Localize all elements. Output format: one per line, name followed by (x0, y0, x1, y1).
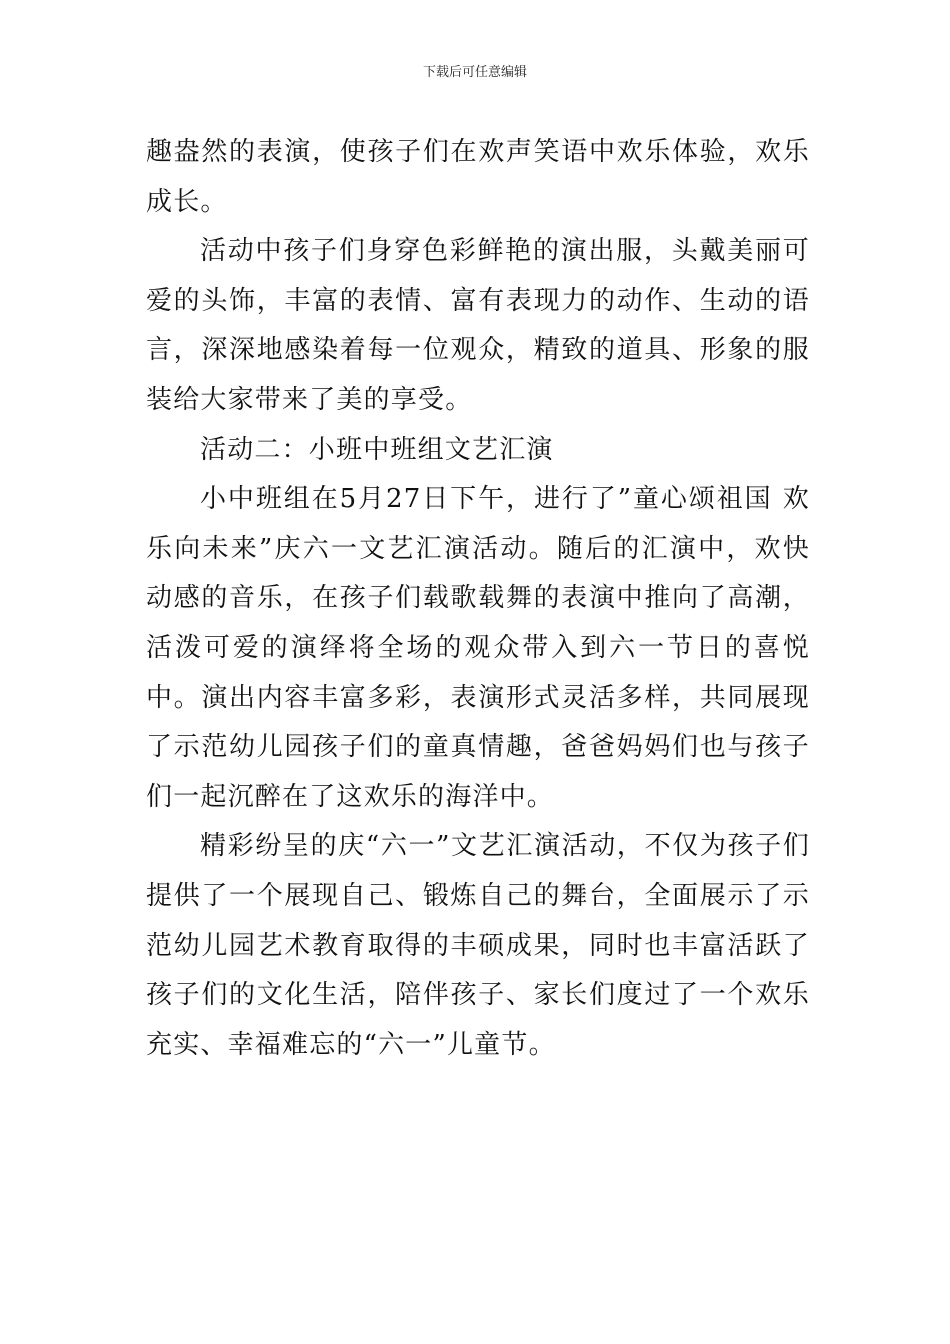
paragraph-1: 趣盎然的表演，使孩子们在欢声笑语中欢乐体验，欢乐成长。 (146, 137, 810, 217)
document-body (146, 128, 810, 1070)
paragraph-2: 活动中孩子们身穿色彩鲜艳的演出服，头戴美丽可爱的头饰，丰富的表情、富有表现力的动作、生动的语言，深深地感染着每一位观众，精致的道具、形象的服装给大家带来了美的享受。 (146, 236, 810, 415)
page-header: 下载后可任意编辑 (422, 65, 527, 80)
paragraph-4: 精彩纷呈的庆“六一”文艺汇演活动，不仅为孩子们提供了一个展现自己、锻炼自己的舞台，全面展示了示范幼儿园艺术教育取得的丰硕成果，同时也丰富活跃了孩子们的文化生活，陪伴孩子、家长们度过了一个欢乐充实、幸福难忘的“六一”儿童节。 (146, 831, 810, 1060)
section-heading: 活动二：小班中班组文艺汇演 (200, 434, 554, 465)
paragraph-3: 小中班组在5月27日下午，进行了”童心颂祖国 欢乐向未来”庆六一文艺汇演活动。随后的汇演中，欢快动感的音乐，在孩子们载歌载舞的表演中推向了高潮，活泼可爱的演绎将全场的观众带入到六一节日的喜悦中。演出内容丰富多彩，表演形式灵活多样，共同展现了示范幼儿园孩子们的童真情趣，爸爸妈妈们也与孩子们一起沉醉在了这欢乐的海洋中。 (146, 484, 810, 812)
